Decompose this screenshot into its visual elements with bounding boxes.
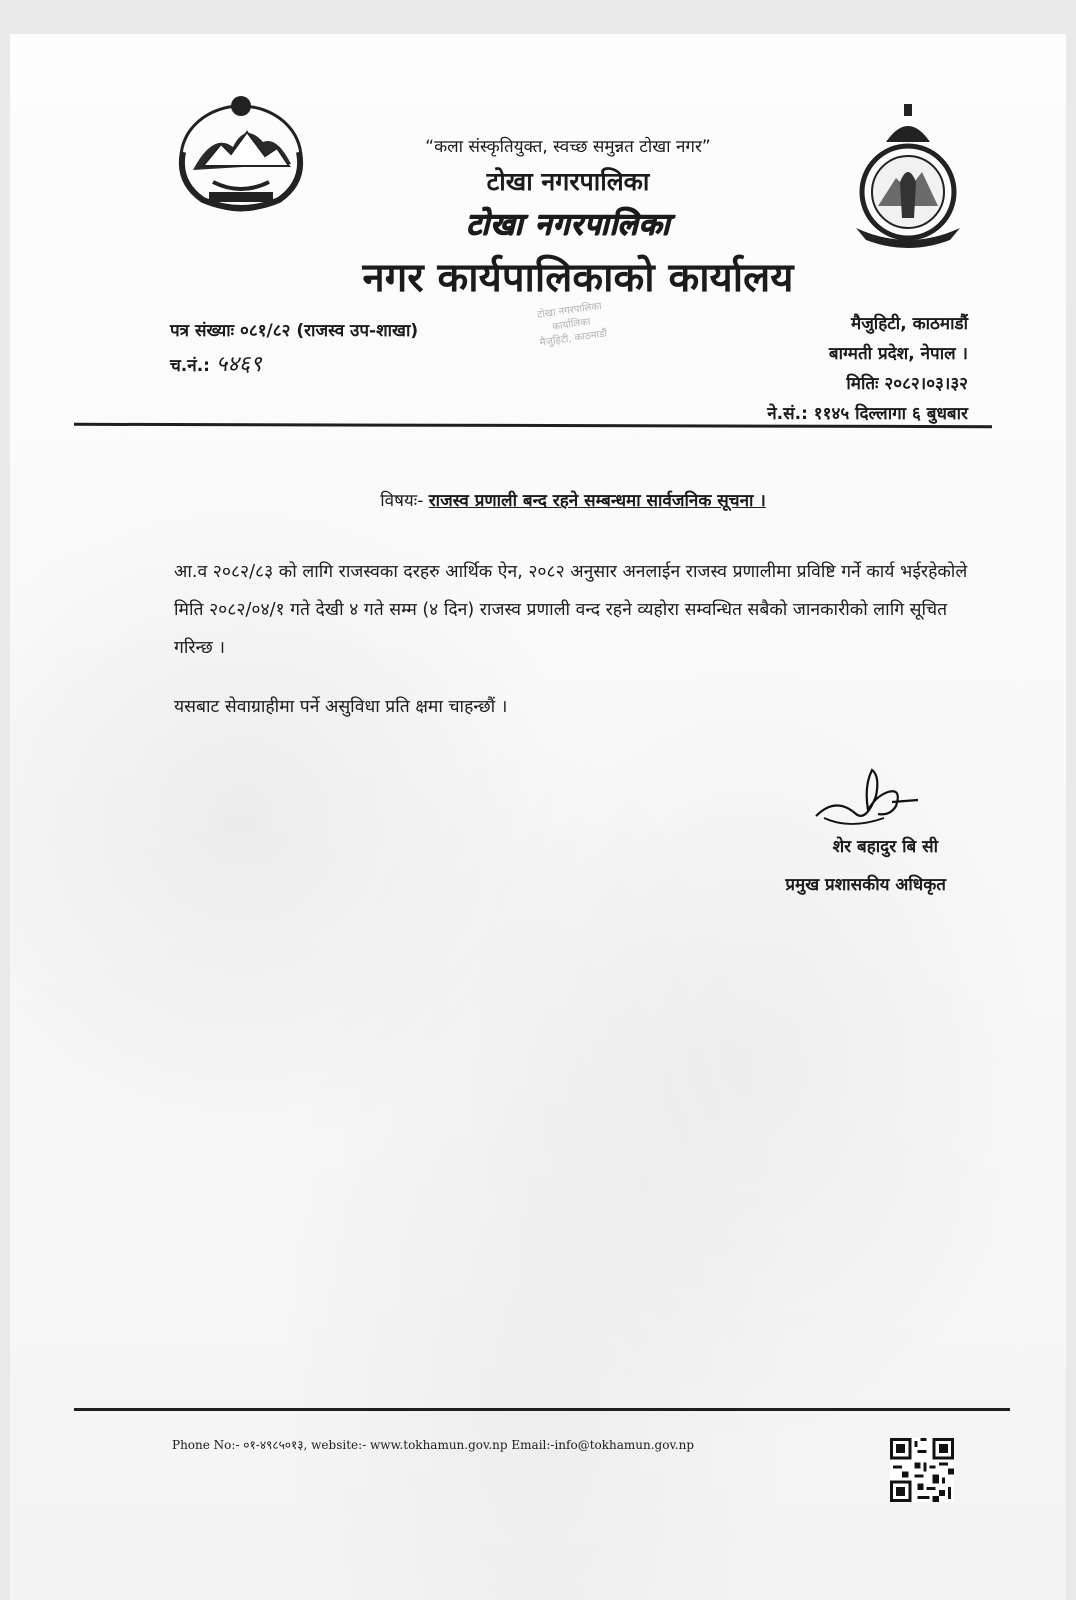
- dispatch-number-row: [170, 348, 418, 383]
- footer-divider: [74, 1408, 1010, 1411]
- municipality-name: टोखा नगरपालिका: [486, 167, 650, 196]
- subject-label: विषयः-: [380, 491, 424, 511]
- subject-text: राजस्व प्रणाली बन्द रहने सम्बन्धमा सार्वजनिक सूचना ।: [428, 491, 766, 511]
- nepal-sambat-date: ने.सं.: ११४५ दिल्लागा ६ बुधबार: [767, 404, 968, 424]
- slogan: “कला संस्कृतियुक्त, स्वच्छ समुन्नत टोखा नगर”: [425, 137, 711, 157]
- stamp-line: टोखा नगरपालिका: [536, 300, 603, 321]
- notice-body: आ.व २०८२/८३ को लागि राजस्वका दरहरु आर्थिक ऐन, २०८२ अनुसार अनलाईन राजस्व प्रणालीमा प्रविष्टि गर्ने कार्य भईरहेकोले मिति २०८२/०४/१ गते देखी ४ गते सम्म (४ दिन) राजस्व प्रणाली वन्द रहने व्यहोरा सम्वन्धित सबैको जानकारीको लागि सूचित गरिन्छ ।: [174, 562, 968, 658]
- footer-contact: Phone No:- ०१-४९८५०१३, website:- www.tokhamun.gov.np Email:-info@tokhamun.gov.np: [172, 1438, 695, 1452]
- address-line: मैजुहिटी, काठमाडौं: [851, 314, 968, 334]
- qr-code-icon: [890, 1438, 954, 1502]
- office-title: नगर कार्यपालिकाको कार्यालय: [362, 255, 794, 301]
- office-stamp: [515, 297, 633, 389]
- letter-number: पत्र संख्याः ०८१/८२ (राजस्व उप-शाखा): [170, 321, 419, 341]
- reference-block: [170, 314, 418, 383]
- address-date-block: [767, 309, 968, 429]
- stamp-line: मैजुहिटी, काठमाडौं: [538, 328, 608, 349]
- subject-line: [10, 488, 1066, 511]
- municipality-name-stylized: टोखा नगरपालिका: [465, 207, 671, 242]
- address-line: बाग्मती प्रदेश, नेपाल ।: [828, 344, 968, 364]
- dispatch-label: च.नं.:: [170, 356, 210, 376]
- apology-line: यसबाट सेवाग्राहीमा पर्ने असुविधा प्रति क्षमा चाहन्छौं ।: [174, 697, 508, 717]
- dispatch-number: ५४६९: [215, 352, 262, 377]
- stamp-line: कार्यालिका: [551, 316, 592, 333]
- signature-icon: [806, 756, 926, 836]
- signatory-name: शेर बहादुर बि सी: [832, 837, 938, 857]
- letter-page: [10, 34, 1066, 1600]
- signatory-designation: प्रमुख प्रशासकीय अधिकृत: [785, 875, 946, 895]
- letter-date: मितिः २०८२।०३।३२: [846, 374, 968, 394]
